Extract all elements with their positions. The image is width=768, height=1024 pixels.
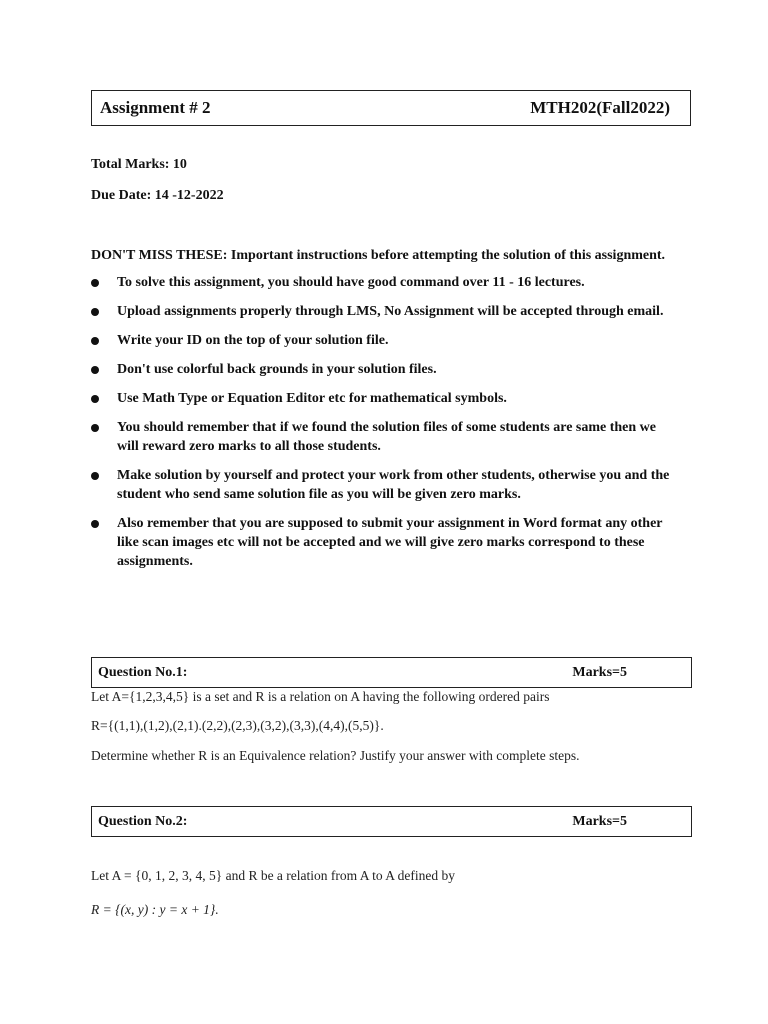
instruction-item: Use Math Type or Equation Editor etc for mathematical symbols. — [91, 389, 681, 408]
instruction-item: You should remember that if we found the solution files of some students are same then we will reward zero marks to all those students. — [91, 418, 681, 456]
instruction-item: Upload assignments properly through LMS, No Assignment will be accepted through email. — [91, 302, 681, 321]
instruction-item: Don't use colorful back grounds in your solution files. — [91, 360, 681, 379]
question-1-relation: R={(1,1),(1,2),(2,1).(2,2),(2,3),(3,2),(3,3),(4,4),(5,5)}. — [91, 718, 384, 733]
bullet-icon — [91, 520, 99, 528]
course-code: MTH202(Fall2022) — [530, 98, 670, 117]
bullet-icon — [91, 472, 99, 480]
instructions-heading: DON'T MISS THESE: Important instructions before attempting the solution of this assignment. — [91, 248, 666, 263]
due-date: Due Date: 14 -12-2022 — [91, 188, 224, 203]
bullet-icon — [91, 366, 99, 374]
total-marks: Total Marks: 10 — [91, 157, 187, 172]
bullet-icon — [91, 337, 99, 345]
bullet-icon — [91, 395, 99, 403]
instruction-item: To solve this assignment, you should have good command over 11 - 16 lectures. — [91, 273, 681, 292]
question-1-line-1: Let A={1,2,3,4,5} is a set and R is a relation on A having the following ordered pairs — [91, 689, 550, 704]
question-2-relation: R = {(x, y) : y = x + 1}. — [91, 902, 219, 917]
question-1-line-3: Determine whether R is an Equivalence relation? Justify your answer with complete steps. — [91, 748, 580, 763]
assignment-header — [91, 90, 691, 126]
bullet-icon — [91, 308, 99, 316]
question-1-header — [91, 657, 692, 688]
question-2-marks: Marks=5 — [572, 813, 627, 829]
question-2-header — [91, 806, 692, 837]
instruction-item: Make solution by yourself and protect your work from other students, otherwise you and the student who send same solution file as you will be given zero marks. — [91, 466, 681, 504]
instructions-list — [91, 273, 681, 571]
question-1-marks: Marks=5 — [572, 664, 627, 680]
question-2-line-1: Let A = {0, 1, 2, 3, 4, 5} and R be a relation from A to A defined by — [91, 868, 456, 883]
question-2-title: Question No.2: — [98, 813, 188, 829]
bullet-icon — [91, 279, 99, 287]
instruction-item: Write your ID on the top of your solution file. — [91, 331, 681, 350]
instruction-item: Also remember that you are supposed to submit your assignment in Word format any other like scan images etc will not be accepted and we will give zero marks correspond to these assignments. — [91, 514, 681, 571]
assignment-title: Assignment # 2 — [100, 98, 211, 117]
question-1-title: Question No.1: — [98, 664, 188, 680]
instructions-section — [91, 246, 681, 581]
bullet-icon — [91, 424, 99, 432]
